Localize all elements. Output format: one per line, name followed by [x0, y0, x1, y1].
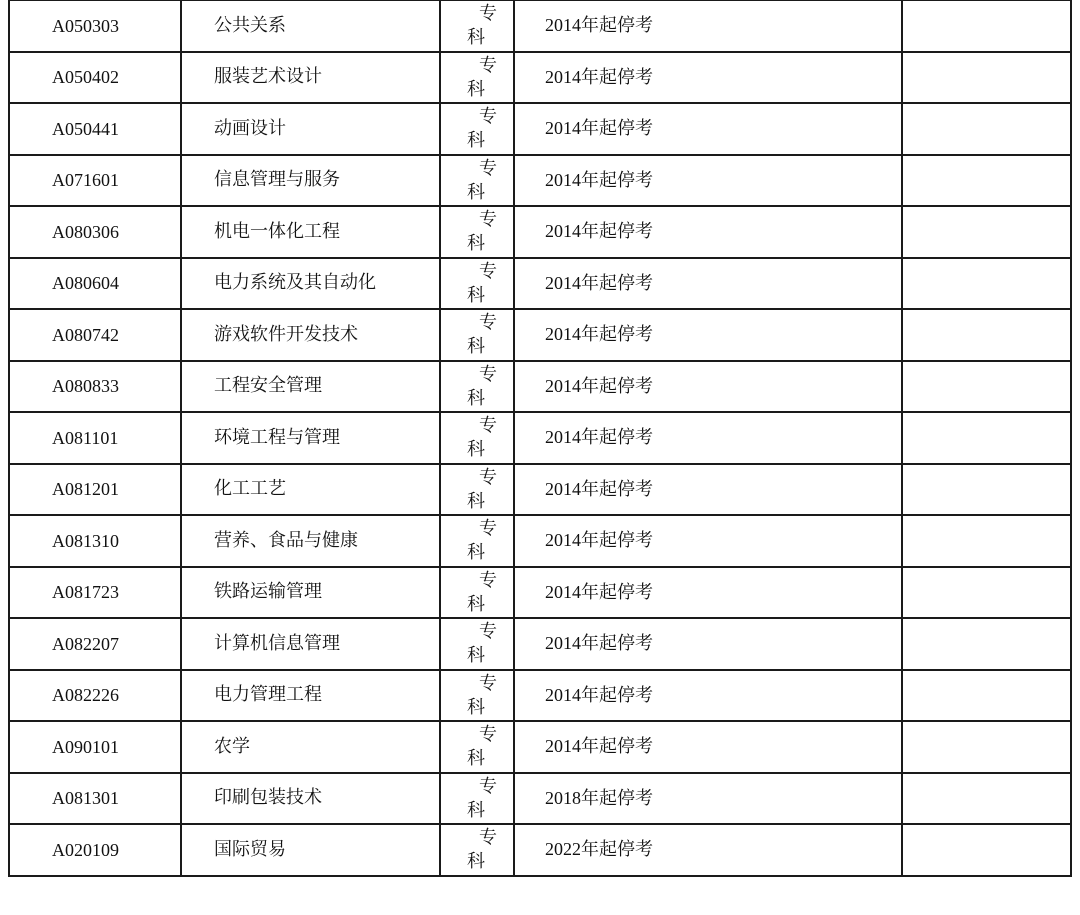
major-code-cell: [9, 155, 181, 207]
major-code: A020109: [52, 839, 119, 860]
status-cell: [514, 258, 902, 310]
level-text: [441, 465, 513, 514]
level-cell: [440, 155, 514, 207]
major-name-cell: [181, 361, 440, 413]
level-line-top: 专: [479, 106, 497, 128]
major-code: A081301: [52, 788, 119, 809]
level-text: [441, 516, 513, 565]
stop-year: 2022: [545, 839, 581, 860]
table-row: [9, 412, 1071, 464]
note-cell: [902, 361, 1071, 413]
stop-year: 2014: [545, 736, 581, 757]
major-code-cell: [9, 721, 181, 773]
level-text: [441, 1, 513, 50]
major-name: 机电一体化工程: [214, 220, 340, 242]
major-name: 环境工程与管理: [214, 426, 340, 448]
status-cell: [514, 361, 902, 413]
level-text: [441, 310, 513, 359]
level-line-top: 专: [479, 827, 497, 849]
stop-status-text: 年起停考: [581, 581, 653, 603]
level-line-top: 专: [479, 569, 497, 591]
major-name: 服装艺术设计: [214, 66, 322, 88]
stop-year: 2014: [545, 272, 581, 293]
major-name-cell: [181, 618, 440, 670]
table-row: [9, 773, 1071, 825]
major-code: A080742: [52, 324, 119, 345]
note-cell: [902, 52, 1071, 104]
major-name-cell: [181, 103, 440, 155]
note-cell: [902, 515, 1071, 567]
major-code: A080604: [52, 273, 119, 294]
level-line-top: 专: [479, 157, 497, 179]
stop-year: 2014: [545, 221, 581, 242]
status-cell: [514, 206, 902, 258]
major-name-cell: [181, 258, 440, 310]
note-cell: [902, 567, 1071, 619]
note-cell: [902, 103, 1071, 155]
level-line-bottom: 科: [467, 181, 485, 203]
level-cell: [440, 567, 514, 619]
stop-status-text: 年起停考: [581, 427, 653, 449]
stop-year: 2014: [545, 118, 581, 139]
level-line-bottom: 科: [467, 645, 485, 667]
stop-year: 2014: [545, 427, 581, 448]
major-code: A071601: [52, 170, 119, 191]
major-code-cell: [9, 103, 181, 155]
major-name-cell: [181, 515, 440, 567]
level-line-bottom: 科: [467, 799, 485, 821]
major-name: 铁路运输管理: [214, 581, 322, 603]
table-row: [9, 0, 1071, 52]
major-code: A081310: [52, 530, 119, 551]
table-row: [9, 464, 1071, 516]
level-cell: [440, 361, 514, 413]
major-code-cell: [9, 258, 181, 310]
status-cell: [514, 0, 902, 52]
table-row: [9, 721, 1071, 773]
major-code-cell: [9, 618, 181, 670]
stop-year: 2014: [545, 581, 581, 602]
level-text: [441, 156, 513, 205]
major-name-cell: [181, 773, 440, 825]
level-cell: [440, 412, 514, 464]
stop-status-text: 年起停考: [581, 66, 653, 88]
level-cell: [440, 52, 514, 104]
level-text: [441, 53, 513, 102]
course-table: [8, 0, 1072, 877]
level-text: [441, 722, 513, 771]
level-text: [441, 104, 513, 153]
major-name: 营养、食品与健康: [214, 529, 358, 551]
stop-status-text: 年起停考: [581, 118, 653, 140]
level-line-top: 专: [479, 312, 497, 334]
level-cell: [440, 0, 514, 52]
level-line-top: 专: [479, 466, 497, 488]
major-code-cell: [9, 824, 181, 876]
level-cell: [440, 618, 514, 670]
level-line-bottom: 科: [467, 851, 485, 873]
table-row: [9, 567, 1071, 619]
level-line-bottom: 科: [467, 748, 485, 770]
stop-year: 2014: [545, 169, 581, 190]
major-code-cell: [9, 515, 181, 567]
major-code-cell: [9, 567, 181, 619]
level-line-top: 专: [479, 363, 497, 385]
level-line-top: 专: [479, 672, 497, 694]
note-cell: [902, 258, 1071, 310]
note-cell: [902, 670, 1071, 722]
status-cell: [514, 155, 902, 207]
level-cell: [440, 824, 514, 876]
table-row: [9, 103, 1071, 155]
stop-year: 2014: [545, 633, 581, 654]
major-name: 游戏软件开发技术: [214, 323, 358, 345]
level-line-bottom: 科: [467, 336, 485, 358]
major-name-cell: [181, 670, 440, 722]
level-text: [441, 362, 513, 411]
major-code: A080833: [52, 376, 119, 397]
status-cell: [514, 824, 902, 876]
major-code-cell: [9, 670, 181, 722]
stop-year: 2014: [545, 66, 581, 87]
status-cell: [514, 412, 902, 464]
table-row: [9, 309, 1071, 361]
major-name-cell: [181, 464, 440, 516]
stop-status-text: 年起停考: [581, 530, 653, 552]
major-code-cell: [9, 361, 181, 413]
major-name: 印刷包装技术: [214, 787, 322, 809]
level-cell: [440, 206, 514, 258]
major-name-cell: [181, 412, 440, 464]
note-cell: [902, 464, 1071, 516]
major-code: A081101: [52, 427, 119, 448]
stop-year: 2014: [545, 684, 581, 705]
stop-year: 2014: [545, 15, 581, 36]
note-cell: [902, 155, 1071, 207]
stop-status-text: 年起停考: [581, 221, 653, 243]
level-cell: [440, 670, 514, 722]
level-line-top: 专: [479, 775, 497, 797]
level-line-top: 专: [479, 415, 497, 437]
level-cell: [440, 258, 514, 310]
level-cell: [440, 103, 514, 155]
major-name-cell: [181, 309, 440, 361]
major-name: 电力管理工程: [214, 684, 322, 706]
level-line-top: 专: [479, 54, 497, 76]
table-row: [9, 52, 1071, 104]
note-cell: [902, 0, 1071, 52]
note-cell: [902, 206, 1071, 258]
major-code: A081723: [52, 582, 119, 603]
note-cell: [902, 824, 1071, 876]
status-cell: [514, 773, 902, 825]
level-cell: [440, 464, 514, 516]
major-name: 农学: [214, 735, 250, 757]
major-code: A082226: [52, 685, 119, 706]
table-row: [9, 824, 1071, 876]
major-name-cell: [181, 206, 440, 258]
level-cell: [440, 515, 514, 567]
table-row: [9, 155, 1071, 207]
level-text: [441, 568, 513, 617]
note-cell: [902, 773, 1071, 825]
level-line-top: 专: [479, 209, 497, 231]
major-name: 动画设计: [214, 117, 286, 139]
stop-status-text: 年起停考: [581, 787, 653, 809]
status-cell: [514, 721, 902, 773]
major-name-cell: [181, 721, 440, 773]
stop-year: 2014: [545, 324, 581, 345]
level-line-bottom: 科: [467, 78, 485, 100]
major-name: 化工工艺: [214, 478, 286, 500]
level-line-bottom: 科: [467, 542, 485, 564]
major-name: 工程安全管理: [214, 375, 322, 397]
major-name: 公共关系: [214, 14, 286, 36]
major-name-cell: [181, 155, 440, 207]
table-body: [9, 0, 1071, 876]
status-cell: [514, 618, 902, 670]
major-name: 计算机信息管理: [214, 632, 340, 654]
stop-status-text: 年起停考: [581, 324, 653, 346]
level-line-top: 专: [479, 3, 497, 25]
level-line-bottom: 科: [467, 696, 485, 718]
stop-year: 2014: [545, 530, 581, 551]
level-text: [441, 671, 513, 720]
table-row: [9, 515, 1071, 567]
major-code-cell: [9, 464, 181, 516]
major-name-cell: [181, 567, 440, 619]
table-row: [9, 670, 1071, 722]
note-cell: [902, 412, 1071, 464]
stop-status-text: 年起停考: [581, 839, 653, 861]
level-line-bottom: 科: [467, 593, 485, 615]
level-line-bottom: 科: [467, 233, 485, 255]
stop-status-text: 年起停考: [581, 272, 653, 294]
note-cell: [902, 309, 1071, 361]
major-name-cell: [181, 0, 440, 52]
table-row: [9, 206, 1071, 258]
major-code: A050441: [52, 118, 119, 139]
major-code-cell: [9, 412, 181, 464]
level-text: [441, 774, 513, 823]
major-code: A082207: [52, 633, 119, 654]
major-name: 国际贸易: [214, 838, 286, 860]
stop-status-text: 年起停考: [581, 633, 653, 655]
stop-status-text: 年起停考: [581, 15, 653, 37]
stop-year: 2014: [545, 478, 581, 499]
table-row: [9, 618, 1071, 670]
status-cell: [514, 52, 902, 104]
level-line-top: 专: [479, 260, 497, 282]
level-text: [441, 259, 513, 308]
note-cell: [902, 618, 1071, 670]
major-code: A050303: [52, 15, 119, 36]
table-row: [9, 361, 1071, 413]
major-code-cell: [9, 773, 181, 825]
major-code: A081201: [52, 479, 119, 500]
level-cell: [440, 721, 514, 773]
status-cell: [514, 464, 902, 516]
level-line-bottom: 科: [467, 387, 485, 409]
stop-status-text: 年起停考: [581, 736, 653, 758]
stop-status-text: 年起停考: [581, 684, 653, 706]
level-line-bottom: 科: [467, 439, 485, 461]
status-cell: [514, 567, 902, 619]
major-name-cell: [181, 52, 440, 104]
level-line-bottom: 科: [467, 27, 485, 49]
status-cell: [514, 515, 902, 567]
note-cell: [902, 721, 1071, 773]
status-cell: [514, 103, 902, 155]
stop-status-text: 年起停考: [581, 478, 653, 500]
major-code-cell: [9, 0, 181, 52]
level-cell: [440, 309, 514, 361]
level-line-bottom: 科: [467, 130, 485, 152]
major-code: A050402: [52, 67, 119, 88]
status-cell: [514, 309, 902, 361]
level-text: [441, 413, 513, 462]
stop-status-text: 年起停考: [581, 169, 653, 191]
stop-status-text: 年起停考: [581, 375, 653, 397]
level-line-bottom: 科: [467, 490, 485, 512]
stop-year: 2018: [545, 787, 581, 808]
major-name: 电力系统及其自动化: [214, 272, 376, 294]
level-line-top: 专: [479, 518, 497, 540]
level-cell: [440, 773, 514, 825]
level-line-top: 专: [479, 724, 497, 746]
major-name: 信息管理与服务: [214, 169, 340, 191]
status-cell: [514, 670, 902, 722]
stop-year: 2014: [545, 375, 581, 396]
major-code-cell: [9, 52, 181, 104]
major-name-cell: [181, 824, 440, 876]
level-text: [441, 207, 513, 256]
level-line-top: 专: [479, 621, 497, 643]
level-text: [441, 619, 513, 668]
major-code-cell: [9, 206, 181, 258]
level-line-bottom: 科: [467, 284, 485, 306]
table-row: [9, 258, 1071, 310]
major-code-cell: [9, 309, 181, 361]
major-code: A080306: [52, 221, 119, 242]
level-text: [441, 825, 513, 874]
major-code: A090101: [52, 736, 119, 757]
